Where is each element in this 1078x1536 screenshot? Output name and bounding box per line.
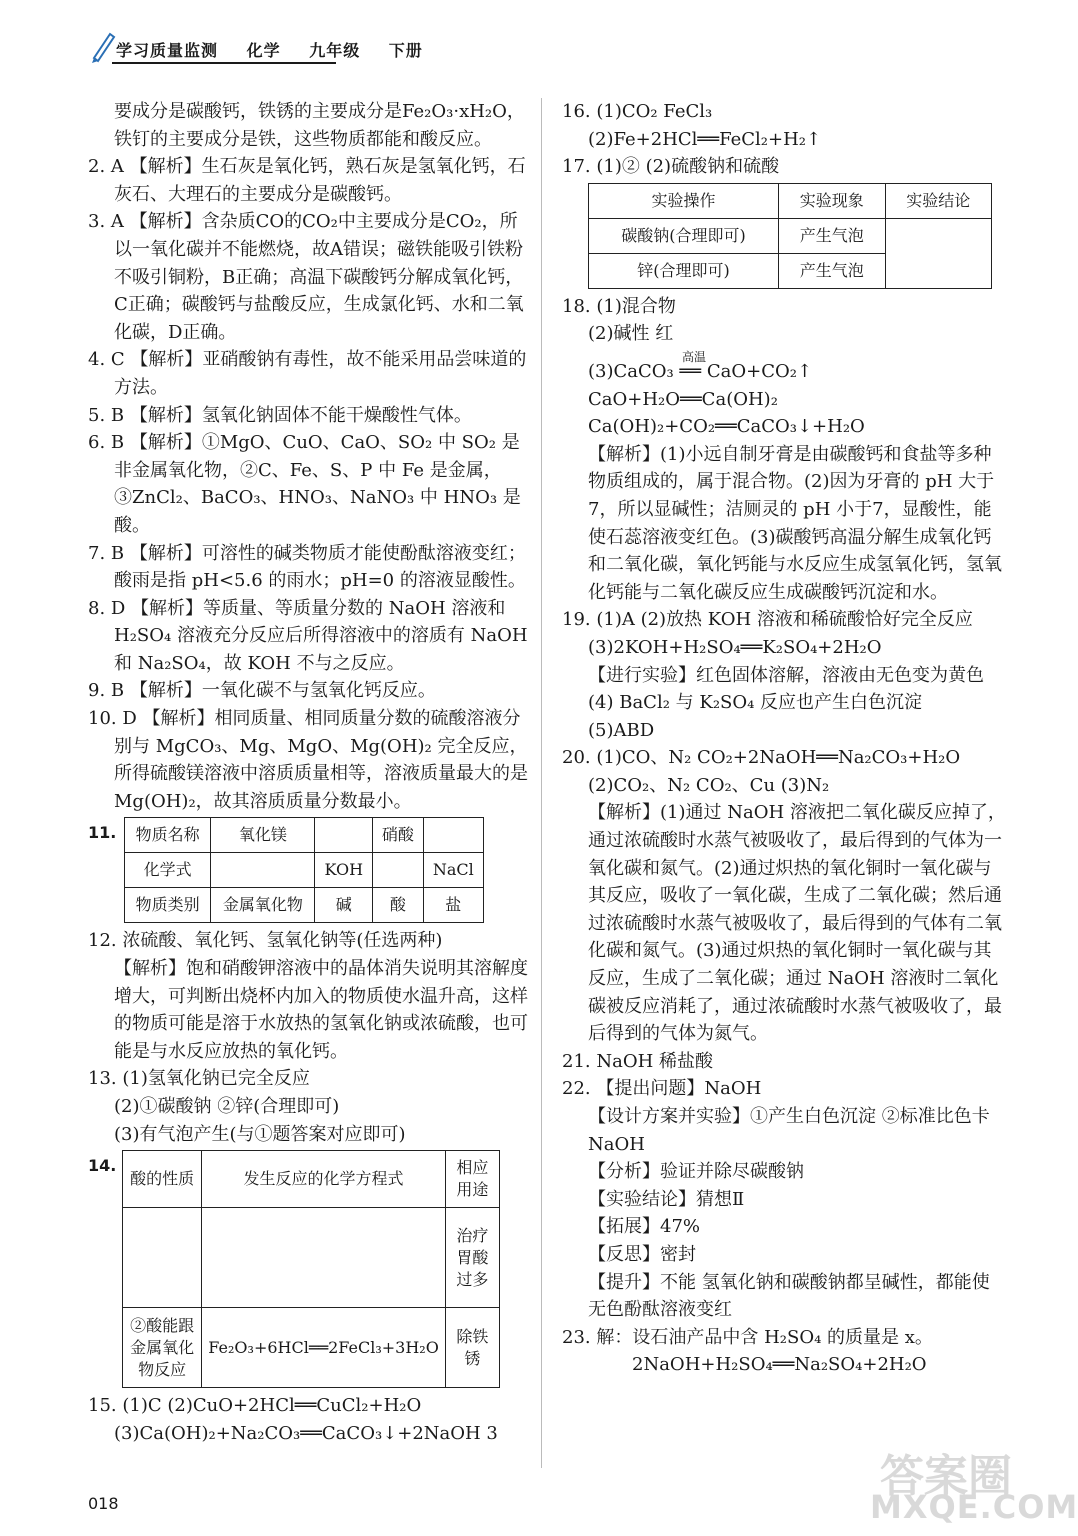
table-cell [202,1208,446,1308]
table-cell [423,818,483,853]
answer-15-3: (3)Ca(OH)₂+Na₂CO₃══CaCO₃↓+2NaOH 3 [114,1422,498,1444]
table-cell: 碱 [315,888,373,923]
table-header: 实验操作 [589,183,779,218]
table-cell: 产生气泡 [779,218,885,253]
header-underline [112,62,336,64]
answer-12: 12. 浓硫酸、氧化钙、氢氧化钠等(任选两种) [88,930,443,952]
answer-22-improvement: 【提升】不能 氢氧化钠和碳酸钠都呈碱性，都能使无色酚酞溶液变红 [588,1271,990,1321]
table-cell [885,218,991,288]
watermark-url: MXQE.COM [870,1488,1078,1526]
answer-19: 19. (1)A (2)放热 KOH 溶液和稀硫酸恰好完全反应 (3)2KOH+H₂SO₄══K₂SO₄+2H₂O [562,609,973,658]
answer-5: 5. B 【解析】氢氧化钠固体不能干燥酸性气体。 [88,404,472,426]
answer-7: 7. B 【解析】可溶性的碱类物质才能使酚酞溶液变红；酸雨是指 pH<5.6 的雨水；pH=0 的溶液显酸性。 [88,542,526,592]
table-cell: 除铁锈 [445,1308,499,1388]
answer-22-conclusion: 【实验结论】猜想Ⅱ [588,1188,745,1210]
header-text [116,38,445,61]
equation: 2NaOH+H₂SO₄══Na₂SO₄+2H₂O [632,1354,927,1376]
equation: Ca(OH)₂+CO₂══CaCO₃↓+H₂O [588,416,865,438]
table-cell: NaCl [423,853,483,888]
table-header: 相应用途 [445,1151,499,1208]
series-title: 学习质量监测 [116,41,219,60]
table-cell: 碳酸钠(合理即可) [589,218,779,253]
substance-table [124,817,484,923]
table-cell: ②酸能跟金属氧化物反应 [123,1308,202,1388]
experiment-table [588,183,992,289]
continued-text: 要成分是碳酸钙，铁锈的主要成分是Fe₂O₃·xH₂O， [114,101,525,122]
table-cell: 物质类别 [125,888,211,923]
left-column [88,98,532,1447]
page-number: 018 [88,1494,119,1513]
answer-22-extension: 【拓展】47% [588,1216,701,1238]
answer-22: 22. 【提出问题】NaOH [562,1078,762,1100]
volume: 下册 [388,41,423,60]
answer-18-3 [562,348,1006,386]
answer-16-2: (2)Fe+2HCl══FeCl₂+H₂↑ [588,128,822,150]
grade: 九年级 [309,41,361,60]
table-cell [211,853,315,888]
answer-20-2: (2)CO₂、N₂ CO₂、Cu (3)N₂ [588,774,830,796]
answer-18: 18. (1)混合物 [562,295,676,317]
answer-11 [88,817,532,923]
answer-18-analysis: 【解析】(1)小远自制牙膏是由碳酸钙和食盐等多种物质组成的，属于混合物。(2)因为牙膏的 pH 大于7，所以显碱性；洁厕灵的 pH 小于7，显酸性，能使石蕊溶液变红色。(3)碳酸钙高温分解生成氧化钙和二氧化碳，氧化钙能与水反应生成氢氧化钙，氢氧化钙能与二氧化碳反应生成碳酸钙沉淀和水。 [588,443,1002,603]
answer-4: 4. C 【解析】亚硝酸钠有毒性，故不能采用品尝味道的方法。 [88,349,527,398]
answer-19-5: (5)ABD [588,719,655,741]
answer-14 [88,1150,532,1388]
answer-16: 16. (1)CO₂ FeCl₃ [562,101,713,122]
answer-20: 20. (1)CO、N₂ CO₂+2NaOH══Na₂CO₃+H₂O [562,747,961,769]
answer-17: 17. (1)② (2)硫酸钠和硫酸 [562,156,780,178]
watermark-logo [870,1440,1078,1530]
table-cell: 物质名称 [125,818,211,853]
answer-14-label: 14. [88,1156,117,1176]
answer-21: 21. NaOH 稀盐酸 [562,1050,714,1072]
answer-3: 3. A 【解析】含杂质CO的CO₂中主要成分是CO₂，所以一氧化碳并不能燃烧，故A错误；磁铁能吸引铁粉不吸引铜粉，B正确；高温下碳酸钙分解成氧化钙，C正确；碳酸钙与盐酸反应，生成氯化钙、水和二氧化碳，D正确。 [88,211,524,343]
answer-15: 15. (1)C (2)CuO+2HCl══CuCl₂+H₂O [88,1395,422,1417]
table-header: 实验结论 [885,183,991,218]
table-header: 酸的性质 [123,1151,202,1208]
answer-23: 23. 解：设石油产品中含 H₂SO₄ 的质量是 x。 [562,1326,933,1348]
table-cell: 产生气泡 [779,253,885,288]
answer-9: 9. B 【解析】一氧化碳不与氢氧化钙反应。 [88,680,436,702]
answer-19-4: (4) BaCl₂ 与 K₂SO₄ 反应也产生白色沉淀 [588,692,923,714]
table-header: 发生反应的化学方程式 [202,1151,446,1208]
table-cell: 酸 [373,888,423,923]
table-cell [373,853,423,888]
page-header [88,28,548,64]
column-divider [541,98,542,1468]
table-cell: 治疗胃酸过多 [445,1208,499,1308]
answer-19-experiment: 【进行实验】红色固体溶解，溶液由无色变为黄色 [588,664,984,686]
reaction-condition: 高温 [682,349,707,364]
continued-text: 铁钉的主要成分是铁，这些物质都能和酸反应。 [114,128,492,150]
table-cell: Fe₂O₃+6HCl══2FeCl₃+3H₂O [202,1308,446,1388]
answer-2: 2. A 【解析】生石灰是氧化钙，熟石灰是氢氧化钙，石灰石、大理石的主要成分是碳酸钙。 [88,156,526,205]
table-cell: 氧化镁 [211,818,315,853]
acid-property-table [122,1150,500,1388]
table-cell: 锌(合理即可) [589,253,779,288]
table-header: 实验现象 [779,183,885,218]
equation: CaO+H₂O══Ca(OH)₂ [588,388,778,410]
watermark-text: 答案圈 [880,1451,1012,1502]
answer-8: 8. D 【解析】等质量、等质量分数的 NaOH 溶液和 H₂SO₄ 溶液充分反应后所得溶液中的溶质有 NaOH 和 Na₂SO₄，故 KOH 不与之反应。 [88,597,528,674]
answer-13-2: (2)①碳酸钠 ②锌(合理即可) [114,1096,340,1117]
answer-20-analysis: 【解析】(1)通过 NaOH 溶液把二氧化碳反应掉了，通过浓硫酸时水蒸气被吸收了，最后得到的气体为一氧化碳和氮气。(2)通过炽热的氧化铜时一氧化碳与其反应，吸收了一氧化碳，生成了二氧化碳；然后通过浓硫酸时水蒸气被吸收了，最后得到的气体有二氧化碳和氮气。(3)通过炽热的氧化铜时一氧化碳与其反应，生成了二氧化碳；通过 NaOH 溶液时二氧化碳被反应消耗了，通过浓硫酸时水蒸气被吸收了，最后得到的气体为氮气。 [588,802,1006,1045]
table-cell: 化学式 [125,853,211,888]
subject: 化学 [246,41,281,60]
table-cell [315,818,373,853]
right-column [562,98,1006,1379]
answer-22-analysis: 【分析】验证并除尽碳酸钠 [588,1161,804,1183]
answer-13: 13. (1)氢氧化钠已完全反应 [88,1068,310,1090]
answer-6: 6. B 【解析】①MgO、CuO、CaO、SO₂ 中 SO₂ 是非金属氧化物，②C、Fe、S、P 中 Fe 是金属，③ZnCl₂、BaCO₃、HNO₃、NaNO₃ 中 HNO₃ 是酸。 [88,432,521,536]
answer-22-reflection: 【反思】密封 [588,1243,696,1265]
table-cell: 硝酸 [373,818,423,853]
table-cell [123,1208,202,1308]
table-cell: 盐 [423,888,483,923]
answer-18-2: (2)碱性 红 [588,323,674,345]
answer-13-3: (3)有气泡产生(与①题答案对应即可) [114,1123,406,1145]
answer-11-label: 11. [88,823,117,843]
answer-10: 10. D 【解析】相同质量、相同质量分数的硫酸溶液分别与 MgCO₃、Mg、MgO、Mg(OH)₂ 完全反应，所得硫酸镁溶液中溶质质量相等，溶液质量最大的是 Mg(OH)₂，故其溶质质量分数最小。 [88,708,528,812]
pen-icon [88,28,118,64]
table-cell: KOH [315,853,373,888]
equation: (3)CaCO₃ ══ CaO+CO₂↑ [588,360,813,382]
answer-12-analysis: 【解析】饱和硝酸钾溶液中的晶体消失说明其溶解度增大，可判断出烧杯内加入的物质使水温升高，这样的物质可能是溶于水放热的氢氧化钠或浓硫酸，也可能是与水反应放热的氧化钙。 [114,958,528,1062]
answer-22-design: 【设计方案并实验】①产生白色沉淀 ②标准比色卡 NaOH [588,1106,990,1155]
table-cell: 金属氧化物 [211,888,315,923]
